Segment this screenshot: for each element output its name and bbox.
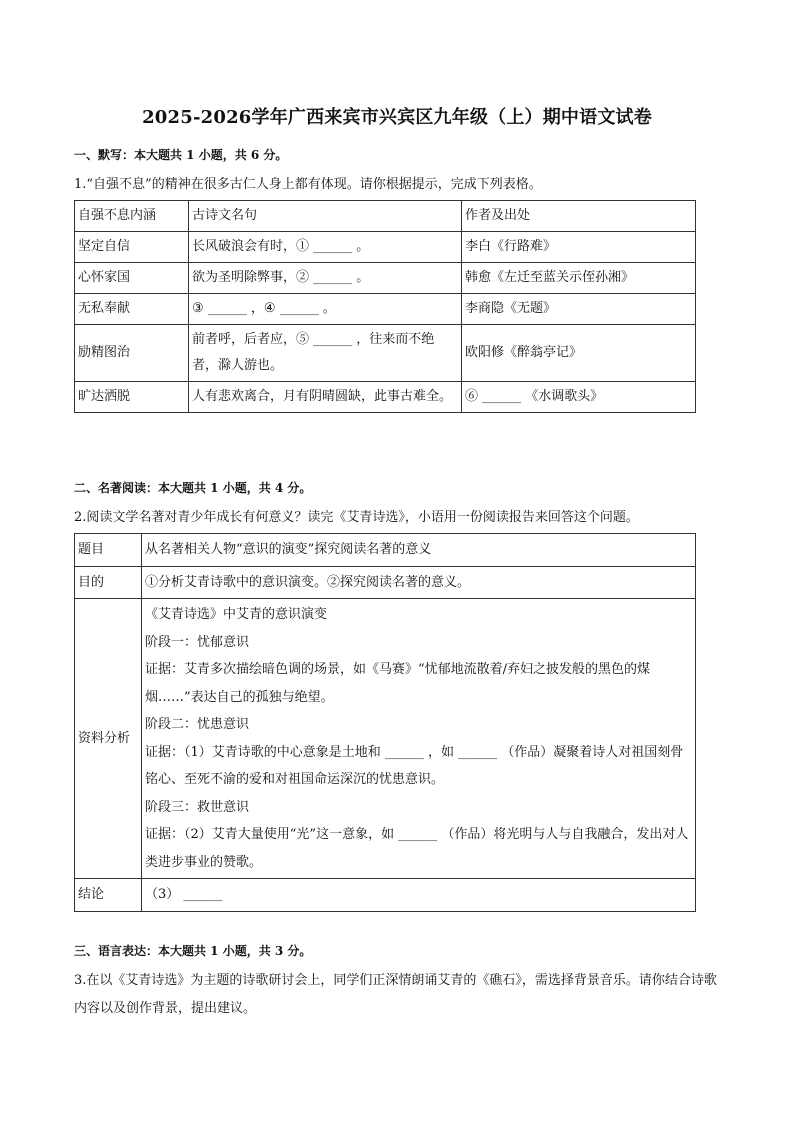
table-cell: 坚定自信: [75, 232, 189, 263]
table-row: [75, 325, 696, 382]
exam-title: 2025-2026学年广西来宾市兴宾区九年级（上）期中语文试卷: [142, 107, 652, 128]
report-content-cell: 从名著相关人物“意识的演变”探究阅读名著的意义: [142, 534, 696, 567]
table-header-cell: 作者及出处: [462, 201, 696, 232]
table-cell: 前者呼，后者应，⑤ ______ ，往来而不绝者，滁人游也。: [189, 325, 462, 382]
table-row: [75, 382, 696, 413]
table-cell: 励精图治: [75, 325, 189, 382]
table-cell: 无私奉献: [75, 294, 189, 325]
table-cell: 旷达洒脱: [75, 382, 189, 413]
question-1: 1.“自强不息”的精神在很多古仁人身上都有体现。请你根据提示，完成下列表格。: [74, 177, 542, 192]
reading-report-table: [74, 533, 696, 912]
table-cell: ③ ______ ，④ ______ 。: [189, 294, 462, 325]
table-cell: 李商隐《无题》: [462, 294, 696, 325]
analysis-line: 证据：（2）艾青大量使用“光”这一意象，如 ______ （作品）将光明与人与自我融合，发出对人类进步事业的赞歌。: [145, 827, 689, 870]
analysis-line: 阶段一：忧郁意识: [145, 634, 250, 650]
table-cell: ⑥ ______ 《水调歌头》: [462, 382, 696, 413]
table-row: [75, 879, 696, 912]
question-2: 2.阅读文学名著对青少年成长有何意义？读完《艾青诗选》，小语用一份阅读报告来回答这个问题。: [74, 510, 639, 525]
table-cell: 欧阳修《醉翁亭记》: [462, 325, 696, 382]
section-1-heading: 一、默写：本大题共 1 小题，共 6 分。: [74, 148, 288, 162]
table-row: [75, 534, 696, 567]
analysis-line: 证据：艾青多次描绘暗色调的场景，如《马赛》“忧郁地流散着/弃妇之披发般的黑色的煤烟……”表达自己的孤独与绝望。: [145, 662, 651, 705]
table-cell: 心怀家国: [75, 263, 189, 294]
report-label-cell: 目的: [75, 566, 142, 599]
report-content-cell: ①分析艾青诗歌中的意识演变。②探究阅读名著的意义。: [142, 566, 696, 599]
table-cell: 长风破浪会有时，① ______ 。: [189, 232, 462, 263]
analysis-line: 证据：（1）艾青诗歌的中心意象是土地和 ______ ，如 ______ （作品）凝聚着诗人对祖国刻骨铭心、至死不渝的爱和对祖国命运深沉的忧患意识。: [145, 744, 684, 787]
analysis-line: 阶段三：救世意识: [145, 799, 250, 815]
table-row: [75, 294, 696, 325]
table-header-row: [75, 201, 696, 232]
table-row: [75, 232, 696, 263]
table-cell: 李白《行路难》: [462, 232, 696, 263]
section-3-heading: 三、语言表达：本大题共 1 小题，共 3 分。: [74, 944, 312, 958]
section-2-heading: 二、名著阅读：本大题共 1 小题，共 4 分。: [74, 481, 312, 495]
table-header-cell: 古诗文名句: [189, 201, 462, 232]
table-row: [75, 599, 696, 879]
analysis-line: 《艾青诗选》中艾青的意识演变: [145, 607, 328, 622]
report-label-cell: 资料分析: [75, 599, 142, 879]
recitation-table: [74, 200, 696, 413]
table-cell: 韩愈《左迁至蓝关示侄孙湘》: [462, 263, 696, 294]
report-label-cell: 题目: [75, 534, 142, 567]
table-header-cell: 自强不息内涵: [75, 201, 189, 232]
table-cell: 人有悲欢离合，月有阴晴圆缺，此事古难全。: [189, 382, 462, 413]
table-row: [75, 263, 696, 294]
table-cell: 欲为圣明除弊事，② ______ 。: [189, 263, 462, 294]
report-content-cell: [142, 599, 696, 879]
question-3: 3.在以《艾青诗选》为主题的诗歌研讨会上，同学们正深情朗诵艾青的《礁石》，需选择背景音乐。请你结合诗歌内容以及创作背景，提出建议。: [74, 973, 717, 1016]
table-row: [75, 566, 696, 599]
analysis-line: 阶段二：忧患意识: [145, 717, 250, 732]
report-label-cell: 结论: [75, 879, 142, 912]
report-content-cell: （3） ______: [142, 879, 696, 912]
